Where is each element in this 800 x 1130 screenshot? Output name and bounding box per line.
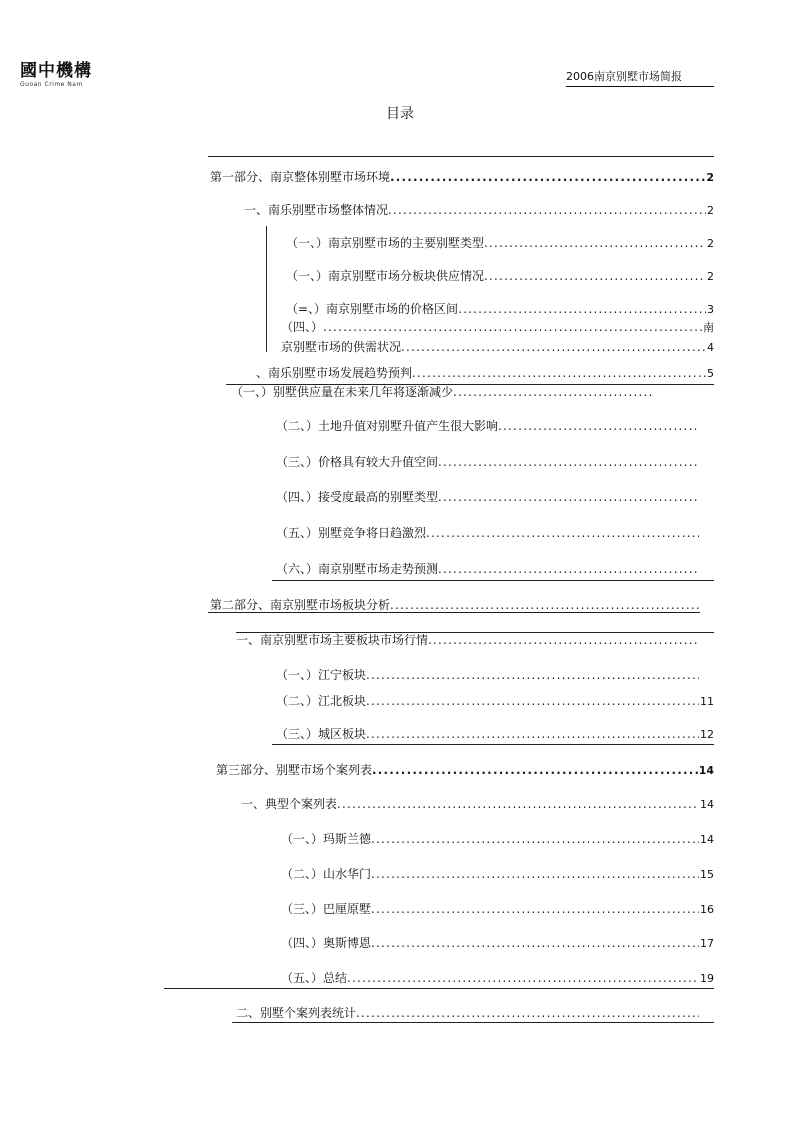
toc-title: 目录 xyxy=(386,106,414,122)
toc-leader-dots xyxy=(438,455,699,470)
toc-entry-part-1[interactable] xyxy=(210,170,714,185)
toc-leader-dots xyxy=(371,902,699,917)
toc-entry[interactable] xyxy=(281,902,714,917)
toc-leader-dots xyxy=(371,832,699,847)
toc-entry-label: （六、）南京别墅市场走势预测 xyxy=(276,562,439,576)
toc-entry-page: 19 xyxy=(700,972,714,985)
divider xyxy=(272,580,714,581)
toc-entry-page: 2 xyxy=(706,171,714,184)
toc-entry-label: （四、） xyxy=(281,320,324,334)
toc-entry[interactable] xyxy=(236,633,700,648)
toc-entry-label: （四、）接受度最高的别墅类型 xyxy=(276,490,439,504)
toc-entry-label: （一、）江宁板块 xyxy=(276,668,367,682)
toc-leader-dots xyxy=(412,366,706,381)
toc-entry-page: 3 xyxy=(707,303,714,316)
logo-subtext: Guoan Crime Nam xyxy=(20,81,83,88)
toc-entry-label: 、南乐别墅市场发展趋势预判 xyxy=(256,366,413,380)
toc-entry-page: 11 xyxy=(700,695,714,708)
logo-text: 國中機構 xyxy=(20,61,92,81)
toc-leader-dots xyxy=(458,302,706,317)
toc-entry[interactable] xyxy=(276,526,700,541)
toc-entry-label: （三、）城区板块 xyxy=(276,727,367,741)
toc-leader-dots xyxy=(498,419,699,434)
toc-entry[interactable] xyxy=(276,455,700,470)
toc-leader-dots xyxy=(428,633,699,648)
toc-entry-page: 17 xyxy=(700,937,714,950)
toc-entry[interactable] xyxy=(281,867,714,882)
toc-entry-label: 一、典型个案列表 xyxy=(241,797,338,811)
divider xyxy=(164,988,714,989)
toc-entry[interactable] xyxy=(281,971,714,986)
toc-entry-label: （三、）巴厘原墅 xyxy=(281,902,372,916)
toc-leader-dots xyxy=(371,936,699,951)
toc-entry-label: （二、）土地升值对别墅升值产生很大影响 xyxy=(276,419,499,433)
toc-entry-page: 2 xyxy=(707,204,714,217)
toc-leader-dots xyxy=(366,694,699,709)
toc-entry-label: 二、别墅个案列表统计 xyxy=(236,1006,357,1020)
toc-leader-dots xyxy=(347,971,699,986)
toc-leader-dots xyxy=(438,562,699,577)
toc-entry[interactable] xyxy=(276,727,714,742)
toc-entry-label: 第二部分、南京别墅市场板块分析 xyxy=(210,598,391,612)
toc-leader-dots xyxy=(453,385,654,400)
toc-entry-page: 2 xyxy=(707,270,714,283)
toc-entry-page: 14 xyxy=(698,764,714,777)
toc-entry[interactable] xyxy=(281,340,714,355)
toc-entry-label: （一、）南京别墅市场分板块供应情况 xyxy=(286,269,485,283)
toc-entry[interactable] xyxy=(281,320,714,335)
company-logo xyxy=(20,62,92,88)
toc-leader-dots xyxy=(371,867,699,882)
toc-entry-page: 14 xyxy=(700,798,714,811)
toc-entry[interactable] xyxy=(281,936,714,951)
toc-entry[interactable] xyxy=(281,832,714,847)
toc-leader-dots xyxy=(372,763,698,778)
toc-entry[interactable] xyxy=(276,562,700,577)
toc-entry-label: （五、）别墅竞争将日趋激烈 xyxy=(276,526,427,540)
toc-entry-page: 2 xyxy=(707,237,714,250)
toc-entry-label: （=、）南京别墅市场的价格区间 xyxy=(286,302,459,316)
toc-entry-label: （一、）别墅供应量在未来几年将逐渐减少 xyxy=(231,385,454,399)
toc-entry-part-3[interactable] xyxy=(216,763,714,778)
toc-leader-dots xyxy=(484,236,706,251)
toc-leader-dots xyxy=(388,203,706,218)
toc-leader-dots xyxy=(366,727,699,742)
toc-leader-dots xyxy=(390,170,705,185)
toc-entry-label: 一、南京别墅市场主要板块市场行情 xyxy=(236,633,429,647)
toc-leader-dots xyxy=(426,526,699,541)
toc-entry-label: （四、）奥斯博恩 xyxy=(281,936,372,950)
toc-entry[interactable] xyxy=(286,236,714,251)
bracket-line xyxy=(266,226,267,352)
toc-leader-dots xyxy=(484,269,706,284)
toc-entry[interactable] xyxy=(286,269,714,284)
toc-entry-page: 16 xyxy=(700,903,714,916)
toc-entry-label: 第一部分、南京整体别墅市场环境 xyxy=(210,170,391,184)
divider xyxy=(232,1022,714,1023)
toc-leader-dots xyxy=(337,797,699,812)
toc-entry-label: 第三部分、别墅市场个案列表 xyxy=(216,763,373,777)
toc-entry[interactable] xyxy=(236,1006,700,1021)
toc-entry-page: 南 xyxy=(703,321,714,334)
toc-entry-label: 京别墅市场的供需状况 xyxy=(281,340,402,354)
toc-entry[interactable] xyxy=(231,385,655,400)
toc-entry[interactable] xyxy=(276,694,714,709)
toc-entry-label: 一、南乐别墅市场整体情况 xyxy=(244,203,389,217)
toc-entry[interactable] xyxy=(276,668,700,683)
toc-entry[interactable] xyxy=(286,302,714,317)
toc-entry-label: （二、）山水华门 xyxy=(281,867,372,881)
toc-entry-label: （五、）总结 xyxy=(281,971,348,985)
toc-entry-label: （一、）玛斯兰德 xyxy=(281,832,372,846)
toc-entry[interactable] xyxy=(241,797,714,812)
toc-leader-dots xyxy=(401,340,706,355)
toc-entry-label: （二、）江北板块 xyxy=(276,694,367,708)
toc-entry-page: 4 xyxy=(707,341,714,354)
divider xyxy=(208,156,714,157)
divider xyxy=(272,744,714,745)
toc-entry-page: 15 xyxy=(700,868,714,881)
toc-entry[interactable] xyxy=(276,419,700,434)
toc-leader-dots xyxy=(390,598,699,613)
toc-entry-part-2[interactable] xyxy=(210,598,700,613)
toc-entry-page: 5 xyxy=(707,367,714,380)
toc-entry[interactable] xyxy=(256,366,714,381)
toc-leader-dots xyxy=(323,320,702,335)
toc-entry[interactable] xyxy=(276,490,700,505)
toc-entry-label: （三、）价格具有较大升值空间 xyxy=(276,455,439,469)
toc-leader-dots xyxy=(366,668,699,683)
document-header-title: 2006南京别墅市场简报 xyxy=(566,68,714,87)
toc-entry-page: 14 xyxy=(700,833,714,846)
toc-entry-page: 12 xyxy=(700,728,714,741)
toc-leader-dots xyxy=(438,490,699,505)
toc-leader-dots xyxy=(356,1006,699,1021)
toc-entry[interactable] xyxy=(244,203,714,218)
toc-entry-label: （一、）南京别墅市场的主要别墅类型 xyxy=(286,236,485,250)
